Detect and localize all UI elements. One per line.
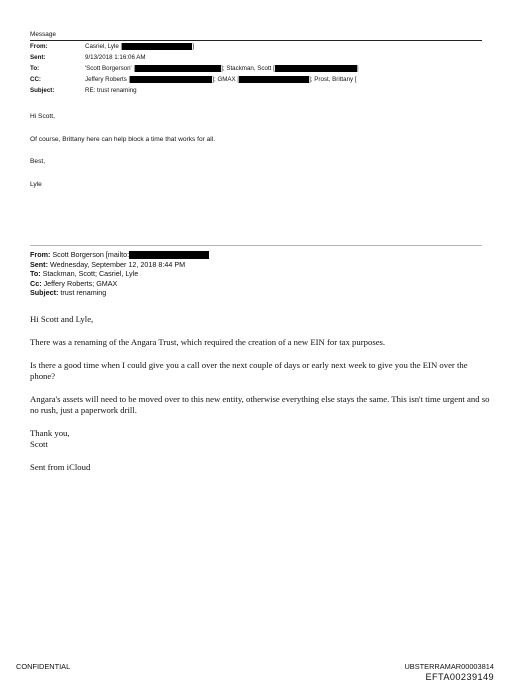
header-rule (30, 40, 482, 41)
section-label: Message (30, 31, 56, 38)
bates-number: UBSTERRAMAR00003814 (404, 662, 494, 671)
quoted-header (30, 250, 209, 298)
subject-row (30, 87, 490, 98)
from-label: From: (30, 43, 48, 50)
greeting: Hi Scott, (30, 113, 55, 120)
quoted-signature: Sent from iCloud (30, 462, 91, 472)
redaction-box (275, 65, 357, 72)
redaction-box (135, 65, 221, 72)
redaction-box (129, 251, 209, 259)
sent-row (30, 54, 490, 65)
sent-value: 9/13/2018 1:16:06 AM (85, 54, 146, 61)
from-row (30, 43, 490, 54)
quoted-subject-row: Subject: trust renaming (30, 288, 107, 298)
quoted-sent-row: Sent: Wednesday, September 12, 2018 8:44 PM (30, 259, 186, 269)
quoted-paragraph-2: Is there a good time when I could give you a call over the next couple of days or early next week to give you the EIN over the phone? (30, 360, 468, 381)
quoted-sender-name: Scott (30, 439, 48, 449)
quoted-greeting: Hi Scott and Lyle, (30, 314, 94, 324)
sent-label: Sent: (30, 54, 46, 61)
quoted-body (30, 314, 490, 473)
from-value: Casriel, Lyle [ ] (85, 43, 194, 51)
sender-name: Lyle (30, 181, 42, 188)
sign-off: Best, (30, 158, 46, 165)
quoted-paragraph-3: Angara's assets will need to be moved over to this new entity, otherwise everything else stays the same. This isn't time urgent and so no rush, just a paperwork drill. (30, 394, 490, 415)
subject-value: RE: trust renaming (85, 87, 137, 94)
message-header (30, 43, 490, 98)
to-value: 'Scott Borgerson' [ ]; Stackman, Scott [ ] (85, 65, 359, 73)
message-separator (30, 245, 482, 246)
to-label: To: (30, 65, 40, 72)
efta-number: EFTA00239149 (425, 672, 494, 682)
to-row (30, 65, 490, 76)
redaction-box (130, 76, 212, 83)
confidential-label: CONFIDENTIAL (16, 662, 71, 671)
cc-row (30, 76, 490, 87)
quoted-closing: Thank you, (30, 428, 70, 438)
cc-value: Jeffery Roberts [ ]; GMAX [ ]; Prost, Brittany [ (85, 76, 357, 84)
redaction-box (122, 43, 192, 50)
redaction-box (239, 76, 309, 83)
quoted-paragraph-1: There was a renaming of the Angara Trust, which required the creation of a new EIN for tax purposes. (30, 337, 386, 347)
quoted-from-row: From: Scott Borgerson [mailto: (30, 250, 209, 260)
subject-label: Subject: (30, 87, 55, 94)
quoted-to-row: To: Stackman, Scott; Casriel, Lyle (30, 269, 139, 279)
cc-label: CC: (30, 76, 41, 83)
quoted-cc-row: Cc: Jeffery Roberts; GMAX (30, 278, 118, 288)
body-line: Of course, Brittany here can help block a time that works for all. (30, 136, 216, 143)
